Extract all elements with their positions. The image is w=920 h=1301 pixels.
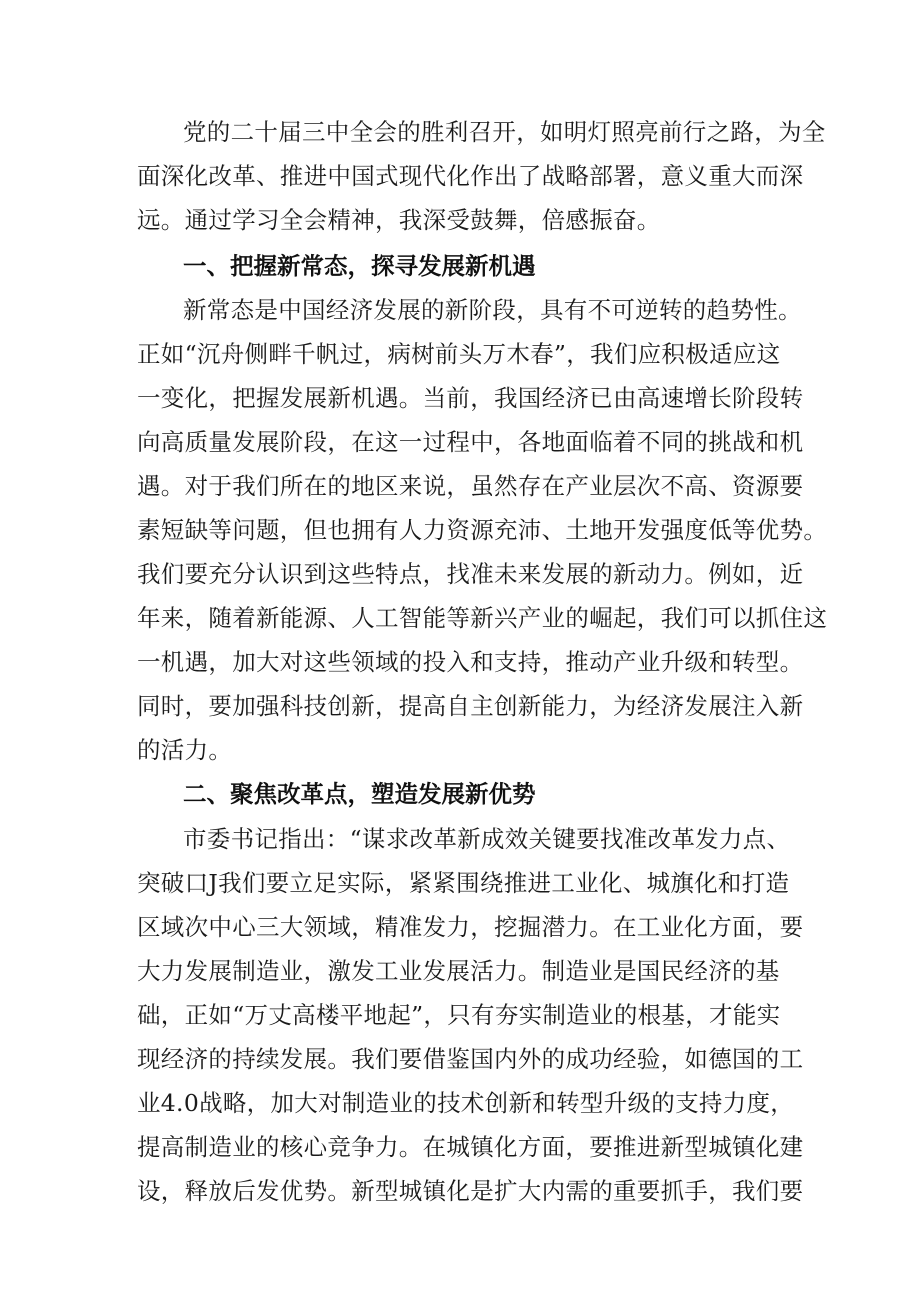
section1-line-3: 一变化，把握发展新机遇。当前，我国经济已由高速增长阶段转 [137,384,804,412]
section1-line-11: 的活力。 [137,736,233,764]
section1-line-4: 向高质量发展阶段，在这一过程中，各地面临着不同的挑战和机 [137,428,804,456]
section2-line-3: 区域次中心三大领域，精准发力，挖掘潜力。在工业化方面，要 [137,913,804,941]
section1-line-8: 年来，随着新能源、人工智能等新兴产业的崛起，我们可以抓住这 [137,604,828,632]
section2-line-8: 提高制造业的核心竞争力。在城镇化方面，要推进新型城镇化建 [137,1133,804,1161]
section1-line-5: 遇。对于我们所在的地区来说，虽然存在产业层次不高、资源要 [137,472,804,500]
intro-line-1: 党的二十届三中全会的胜利召开，如明灯照亮前行之路，为全 [183,118,826,146]
section2-line-6: 现经济的持续发展。我们要借鉴国内外的成功经验，如德国的工 [137,1045,804,1073]
section1-line-10: 同时，要加强科技创新，提高自主创新能力，为经济发展注入新 [137,692,804,720]
section1-line-6: 素短缺等问题，但也拥有人力资源充沛、土地开发强度低等优势。 [137,516,828,544]
intro-line-2: 面深化改革、推进中国式现代化作出了战略部署，意义重大而深 [137,162,804,190]
section2-line-9: 设，释放后发优势。新型城镇化是扩大内需的重要抓手，我们要 [137,1177,804,1205]
section1-line-2: 正如“沉舟侧畔千帆过，病树前头万木春”，我们应积极适应这 [137,340,781,368]
section1-line-9: 一机遇，加大对这些领域的投入和支持，推动产业升级和转型。 [137,648,804,676]
intro-line-3: 远。通过学习全会精神，我深受鼓舞，倍感振奋。 [137,206,661,234]
section2-line-7: 业4.0战略，加大对制造业的技术创新和转型升级的支持力度， [137,1089,795,1117]
section2-line-5: 础，正如“万丈高楼平地起”，只有夯实制造业的根基，才能实 [137,1001,781,1029]
section2-line-1: 市委书记指出：“谋求改革新成效关键要找准改革发力点、 [183,825,791,853]
section2-line-4: 大力发展制造业，激发工业发展活力。制造业是国民经济的基 [137,957,780,985]
section1-line-7: 我们要充分认识到这些特点，找准未来发展的新动力。例如，近 [137,560,804,588]
section1-heading: 一、把握新常态，探寻发展新机遇 [183,252,536,280]
section2-heading: 二、聚焦改革点，塑造发展新优势 [183,780,536,808]
section2-line-2: 突破口J我们要立足实际，紧紧围绕推进工业化、城旗化和打造 [137,869,790,897]
section1-line-1: 新常态是中国经济发展的新阶段，具有不可逆转的趋势性。 [183,296,802,324]
